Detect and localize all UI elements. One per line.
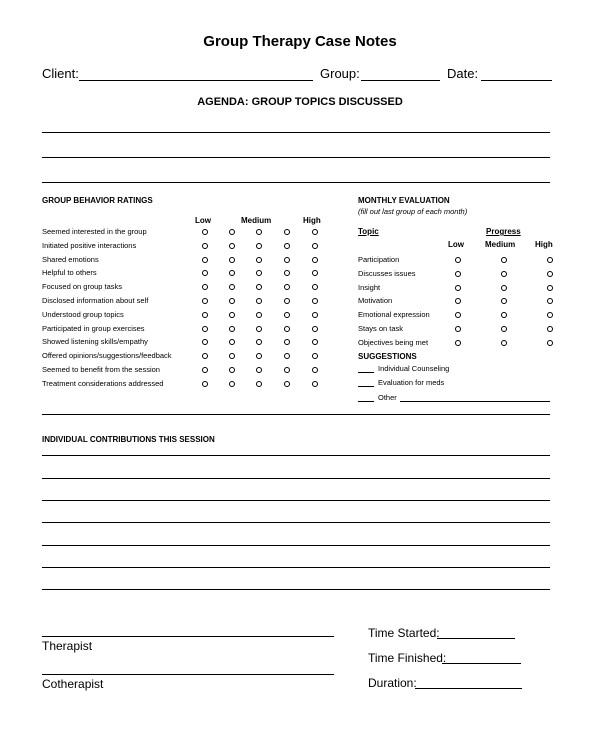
- behavior-rating-radio-4[interactable]: [284, 257, 290, 263]
- behavior-rating-radio-4[interactable]: [284, 298, 290, 304]
- suggestions-title: SUGGESTIONS: [358, 352, 417, 361]
- contribution-line[interactable]: [42, 545, 550, 546]
- behavior-rating-radio-2[interactable]: [229, 367, 235, 373]
- behavior-rating-radio-1[interactable]: [202, 326, 208, 332]
- behavior-rating-radio-1[interactable]: [202, 257, 208, 263]
- monthly-progress-radio-1[interactable]: [455, 271, 461, 277]
- behavior-rating-radio-2[interactable]: [229, 284, 235, 290]
- behavior-rating-radio-5[interactable]: [312, 229, 318, 235]
- behavior-rating-radio-2[interactable]: [229, 257, 235, 263]
- behavior-rating-radio-1[interactable]: [202, 367, 208, 373]
- agenda-line[interactable]: [42, 182, 550, 183]
- behavior-rating-radio-5[interactable]: [312, 312, 318, 318]
- behavior-high-header: High: [303, 216, 321, 225]
- behavior-rating-radio-3[interactable]: [256, 229, 262, 235]
- behavior-rating-radio-5[interactable]: [312, 339, 318, 345]
- monthly-item-label: Insight: [358, 282, 381, 292]
- page-title: Group Therapy Case Notes: [203, 33, 397, 50]
- monthly-progress-radio-1[interactable]: [455, 312, 461, 318]
- behavior-rating-radio-1[interactable]: [202, 312, 208, 318]
- client-field[interactable]: [79, 80, 313, 81]
- behavior-rating-radio-3[interactable]: [256, 326, 262, 332]
- behavior-item-label: Showed listening skills/empathy: [42, 337, 148, 347]
- monthly-progress-radio-2[interactable]: [501, 257, 507, 263]
- behavior-rating-radio-5[interactable]: [312, 243, 318, 249]
- suggestion-other-line[interactable]: [400, 401, 550, 402]
- contributions-title: INDIVIDUAL CONTRIBUTIONS THIS SESSION: [42, 435, 215, 444]
- monthly-item-label: Participation: [358, 255, 400, 264]
- behavior-rating-radio-1[interactable]: [202, 381, 208, 387]
- monthly-progress-radio-1[interactable]: [455, 257, 461, 263]
- behavior-low-header: Low: [195, 216, 211, 225]
- monthly-low-header: Low: [448, 240, 464, 249]
- behavior-rating-radio-4[interactable]: [284, 312, 290, 318]
- duration-field[interactable]: [415, 688, 522, 689]
- behavior-rating-radio-4[interactable]: [284, 229, 290, 235]
- behavior-rating-radio-5[interactable]: [312, 284, 318, 290]
- behavior-item-label: Helpful to others: [42, 268, 97, 278]
- monthly-progress-radio-3[interactable]: [547, 271, 553, 277]
- behavior-item-label: Shared emotions: [42, 254, 99, 264]
- contribution-line[interactable]: [42, 589, 550, 590]
- behavior-rating-radio-3[interactable]: [256, 367, 262, 373]
- behavior-rating-radio-3[interactable]: [256, 312, 262, 318]
- behavior-item-label: Treatment considerations addressed: [42, 378, 164, 388]
- separator-line: [42, 414, 550, 415]
- behavior-rating-radio-3[interactable]: [256, 243, 262, 249]
- behavior-rating-radio-2[interactable]: [229, 243, 235, 249]
- behavior-rating-radio-4[interactable]: [284, 339, 290, 345]
- monthly-progress-header: Progress: [486, 227, 521, 236]
- monthly-progress-radio-1[interactable]: [455, 326, 461, 332]
- monthly-title: MONTHLY EVALUATION: [358, 196, 450, 205]
- cotherapist-label: Cotherapist: [42, 677, 104, 691]
- contribution-line[interactable]: [42, 455, 550, 456]
- behavior-rating-radio-4[interactable]: [284, 381, 290, 387]
- behavior-rating-radio-1[interactable]: [202, 353, 208, 359]
- monthly-medium-header: Medium: [485, 240, 516, 249]
- monthly-progress-radio-2[interactable]: [501, 326, 507, 332]
- behavior-rating-radio-4[interactable]: [284, 270, 290, 276]
- time-finished-label: Time Finished:: [368, 651, 447, 665]
- monthly-progress-radio-3[interactable]: [547, 340, 553, 346]
- behavior-rating-radio-2[interactable]: [229, 339, 235, 345]
- behavior-rating-radio-5[interactable]: [312, 353, 318, 359]
- monthly-progress-radio-2[interactable]: [501, 298, 507, 304]
- behavior-rating-radio-2[interactable]: [229, 381, 235, 387]
- behavior-rating-radio-2[interactable]: [229, 270, 235, 276]
- time-started-label: Time Started:: [368, 626, 440, 640]
- monthly-progress-radio-3[interactable]: [547, 312, 553, 318]
- monthly-item-label: Discusses issues: [358, 268, 416, 278]
- agenda-line[interactable]: [42, 157, 550, 158]
- behavior-rating-radio-5[interactable]: [312, 270, 318, 276]
- therapist-label: Therapist: [42, 639, 93, 653]
- monthly-progress-radio-1[interactable]: [455, 298, 461, 304]
- suggestion-item: Individual Counseling: [378, 364, 450, 373]
- behavior-rating-radio-4[interactable]: [284, 367, 290, 373]
- behavior-rating-radio-4[interactable]: [284, 326, 290, 332]
- behavior-rating-radio-5[interactable]: [312, 367, 318, 373]
- behavior-rating-radio-3[interactable]: [256, 257, 262, 263]
- behavior-item-label: Seemed interested in the group: [42, 227, 147, 236]
- behavior-rating-radio-5[interactable]: [312, 381, 318, 387]
- agenda-line[interactable]: [42, 132, 550, 133]
- behavior-rating-radio-2[interactable]: [229, 312, 235, 318]
- monthly-progress-radio-2[interactable]: [501, 271, 507, 277]
- behavior-item-label: Offered opinions/suggestions/feedback: [42, 351, 172, 361]
- behavior-rating-radio-2[interactable]: [229, 353, 235, 359]
- behavior-title: GROUP BEHAVIOR RATINGS: [42, 196, 153, 205]
- monthly-progress-radio-3[interactable]: [547, 285, 553, 291]
- behavior-rating-radio-5[interactable]: [312, 257, 318, 263]
- contribution-line[interactable]: [42, 567, 550, 568]
- behavior-rating-radio-3[interactable]: [256, 339, 262, 345]
- contribution-line[interactable]: [42, 478, 550, 479]
- behavior-rating-radio-5[interactable]: [312, 298, 318, 304]
- suggestion-check-line[interactable]: [358, 372, 374, 373]
- behavior-rating-radio-4[interactable]: [284, 243, 290, 249]
- behavior-rating-radio-3[interactable]: [256, 353, 262, 359]
- behavior-item-label: Initiated positive interactions: [42, 240, 137, 250]
- behavior-item-label: Focused on group tasks: [42, 282, 123, 292]
- therapist-signature-line[interactable]: [42, 636, 334, 637]
- monthly-subtitle: (fill out last group of each month): [358, 207, 468, 216]
- date-field[interactable]: [481, 80, 552, 81]
- monthly-item-label: Objectives being met: [358, 337, 429, 347]
- behavior-rating-radio-2[interactable]: [229, 229, 235, 235]
- behavior-rating-radio-1[interactable]: [202, 229, 208, 235]
- monthly-progress-radio-1[interactable]: [455, 340, 461, 346]
- behavior-rating-radio-3[interactable]: [256, 381, 262, 387]
- behavior-item-label: Participated in group exercises: [42, 323, 145, 333]
- contribution-line[interactable]: [42, 522, 550, 523]
- monthly-progress-radio-2[interactable]: [501, 340, 507, 346]
- suggestion-item: Evaluation for meds: [378, 378, 445, 387]
- monthly-progress-radio-2[interactable]: [501, 312, 507, 318]
- monthly-item-label: Emotional expression: [358, 310, 430, 320]
- behavior-rating-radio-3[interactable]: [256, 270, 262, 276]
- behavior-rating-radio-3[interactable]: [256, 298, 262, 304]
- suggestion-item: Other: [378, 393, 397, 402]
- agenda-title: AGENDA: GROUP TOPICS DISCUSSED: [197, 96, 403, 108]
- suggestion-check-line[interactable]: [358, 386, 374, 387]
- contribution-line[interactable]: [42, 500, 550, 501]
- behavior-rating-radio-1[interactable]: [202, 270, 208, 276]
- monthly-progress-radio-2[interactable]: [501, 285, 507, 291]
- cotherapist-signature-line[interactable]: [42, 674, 334, 675]
- duration-label: Duration:: [368, 676, 417, 690]
- monthly-progress-radio-1[interactable]: [455, 285, 461, 291]
- monthly-item-label: Stays on task: [358, 324, 404, 333]
- behavior-rating-radio-5[interactable]: [312, 326, 318, 332]
- client-label: Client:: [42, 66, 79, 81]
- behavior-rating-radio-1[interactable]: [202, 339, 208, 345]
- time-started-field[interactable]: [437, 638, 515, 639]
- date-label: Date:: [447, 66, 479, 81]
- behavior-item-label: Seemed to benefit from the session: [42, 365, 160, 374]
- behavior-rating-radio-4[interactable]: [284, 353, 290, 359]
- suggestion-check-line[interactable]: [358, 401, 374, 402]
- monthly-topic-header: Topic: [358, 227, 379, 236]
- group-field[interactable]: [361, 80, 440, 81]
- behavior-rating-radio-1[interactable]: [202, 243, 208, 249]
- monthly-progress-radio-3[interactable]: [547, 326, 553, 332]
- behavior-medium-header: Medium: [241, 216, 272, 225]
- behavior-rating-radio-1[interactable]: [202, 298, 208, 304]
- monthly-item-label: Motivation: [358, 296, 393, 306]
- behavior-item-label: Understood group topics: [42, 309, 124, 319]
- behavior-rating-radio-1[interactable]: [202, 284, 208, 290]
- monthly-high-header: High: [535, 240, 553, 249]
- monthly-progress-radio-3[interactable]: [547, 257, 553, 263]
- time-finished-field[interactable]: [442, 663, 521, 664]
- behavior-rating-radio-2[interactable]: [229, 326, 235, 332]
- group-label: Group:: [320, 66, 360, 81]
- monthly-progress-radio-3[interactable]: [547, 298, 553, 304]
- behavior-rating-radio-2[interactable]: [229, 298, 235, 304]
- behavior-item-label: Disclosed information about self: [42, 296, 149, 305]
- behavior-rating-radio-3[interactable]: [256, 284, 262, 290]
- behavior-rating-radio-4[interactable]: [284, 284, 290, 290]
